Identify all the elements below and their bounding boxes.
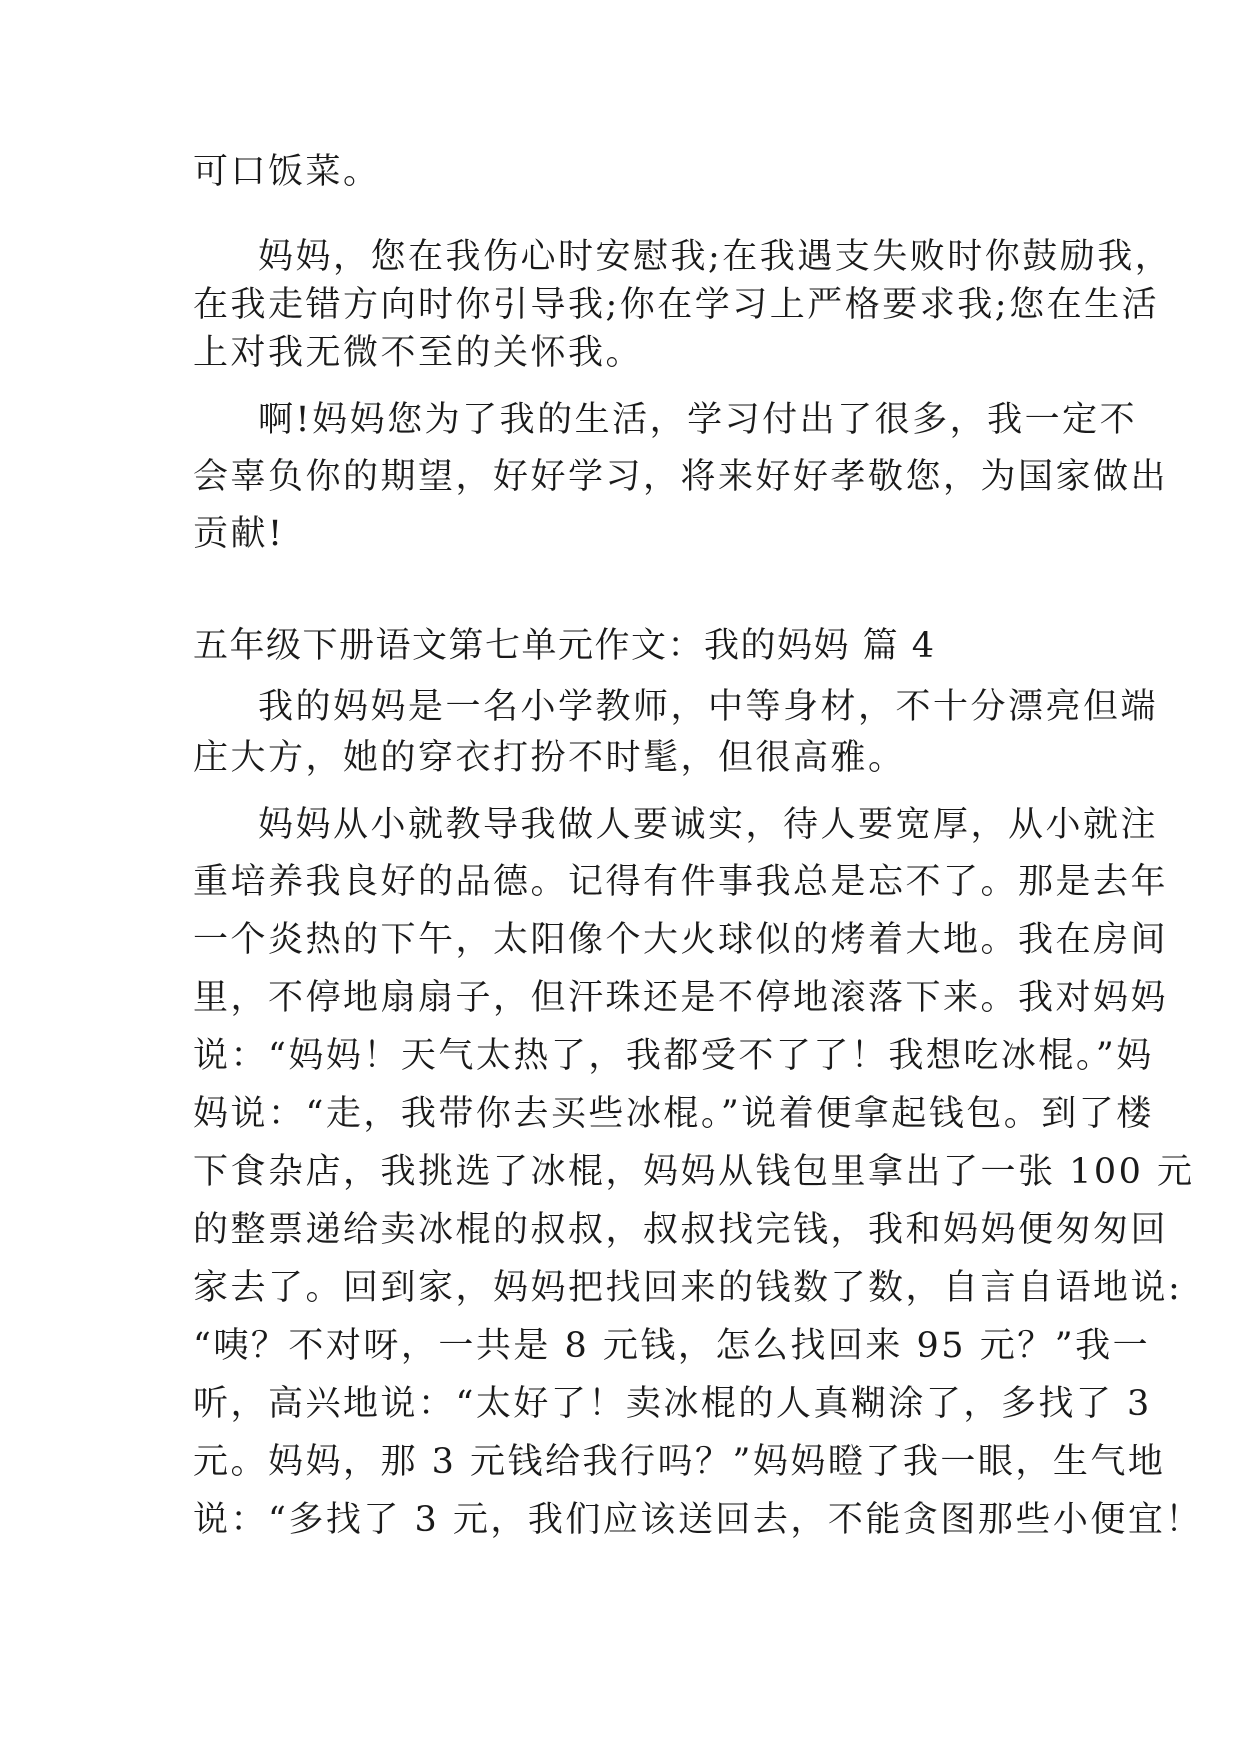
paragraph-line: 一个炎热的下午，太阳像个大火球似的烤着大地。我在房间 — [193, 920, 1169, 960]
paragraph-line: 妈妈从小就教导我做人要诚实，待人要宽厚，从小就注 — [258, 805, 1159, 845]
paragraph-line: “咦？不对呀，一共是 8 元钱，怎么找回来 95 元？”我一 — [193, 1326, 1151, 1366]
paragraph-line: 妈妈，您在我伤心时安慰我;在我遇支失败时你鼓励我， — [258, 237, 1173, 277]
paragraph-line: 可口饭菜。 — [193, 152, 381, 192]
paragraph-line: 的整票递给卖冰棍的叔叔，叔叔找完钱，我和妈妈便匆匆回 — [193, 1210, 1169, 1250]
paragraph-line: 我的妈妈是一名小学教师，中等身材，不十分漂亮但端 — [258, 687, 1159, 727]
paragraph-line: 啊!妈妈您为了我的生活，学习付出了很多，我一定不 — [258, 400, 1138, 440]
paragraph-line: 听，高兴地说：“太好了！卖冰棍的人真糊涂了，多找了 3 — [193, 1384, 1152, 1424]
paragraph-line: 会辜负你的期望，好好学习，将来好好孝敬您，为国家做出 — [193, 457, 1169, 497]
paragraph-line: 说：“妈妈！天气太热了，我都受不了了！我想吃冰棍。”妈 — [193, 1036, 1154, 1076]
section-heading: 五年级下册语文第七单元作文：我的妈妈 篇 4 — [193, 626, 936, 666]
paragraph-line: 上对我无微不至的关怀我。 — [193, 333, 644, 373]
paragraph-line: 重培养我良好的品德。记得有件事我总是忘不了。那是去年 — [193, 862, 1169, 902]
paragraph-line: 家去了。回到家，妈妈把找回来的钱数了数，自言自语地说: — [193, 1268, 1183, 1308]
paragraph-line: 庄大方，她的穿衣打扮不时髦，但很高雅。 — [193, 738, 906, 778]
paragraph-line: 在我走错方向时你引导我;你在学习上严格要求我;您在生活 — [193, 285, 1160, 325]
paragraph-line: 元。妈妈，那 3 元钱给我行吗？”妈妈瞪了我一眼，生气地 — [193, 1442, 1166, 1482]
paragraph-line: 贡献! — [193, 514, 285, 554]
paragraph-line: 里，不停地扇扇子，但汗珠还是不停地滚落下来。我对妈妈 — [193, 978, 1169, 1018]
paragraph-line: 说：“多找了 3 元，我们应该送回去，不能贪图那些小便宜！ — [193, 1500, 1203, 1540]
paragraph-line: 下食杂店，我挑选了冰棍，妈妈从钱包里拿出了一张 100 元 — [193, 1152, 1195, 1192]
paragraph-line: 妈说：“走，我带你去买些冰棍。”说着便拿起钱包。到了楼 — [193, 1094, 1154, 1134]
